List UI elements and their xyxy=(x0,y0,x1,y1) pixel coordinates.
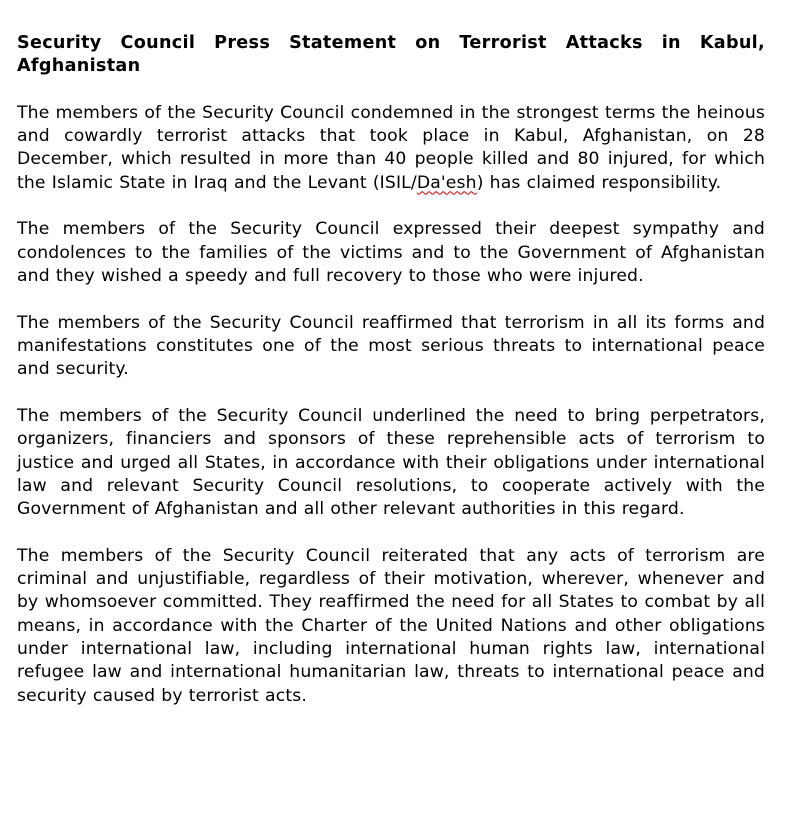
paragraph-justice: The members of the Security Council underlined the need to bring perpetrators, organizers, financiers and sponsors of these reprehensible acts of terrorism to justice and urged all States, in accordance with their obligations under international law and relevant Security Council resolutions, to cooperate actively with the Government of Afghanistan and all other relevant authorities in this regard. xyxy=(17,405,765,520)
paragraph-reiteration: The members of the Security Council reiterated that any acts of terrorism are criminal and unjustifiable, regardless of their motivation, wherever, whenever and by whomsoever committed. They reaffirmed the need for all States to combat by all means, in accordance with the Charter of the United Nations and other obligations under international law, including international human rights law, international refugee law and international humanitarian law, threats to international peace and security caused by terrorist acts. xyxy=(17,545,765,706)
paragraph-condemnation xyxy=(17,102,765,195)
paragraph-sympathy: The members of the Security Council expressed their deepest sympathy and condolences to the families of the victims and to the Government of Afghanistan and they wished a speedy and full recovery to those who were injured. xyxy=(17,219,765,286)
paragraph-threat: The members of the Security Council reaffirmed that terrorism in all its forms and manifestations constitutes one of the most serious threats to international peace and security. xyxy=(17,312,765,380)
spellcheck-flagged-word[interactable]: Da'esh xyxy=(416,172,477,193)
document-title: Security Council Press Statement on Terrorist Attacks in Kabul, Afghanistan xyxy=(17,33,765,77)
paragraph-text: ) has claimed responsibility. xyxy=(476,172,722,193)
paragraph-text: The members of the Security Council condemned in the strongest terms the heinous and cowardly terrorist attacks that took place in Kabul, Afghanistan, on 28 December, which resulted in more than 40 people killed and 80 injured, for which the Islamic State in Iraq and the Levant (ISIL/ xyxy=(17,102,765,193)
press-statement-document xyxy=(17,32,765,731)
